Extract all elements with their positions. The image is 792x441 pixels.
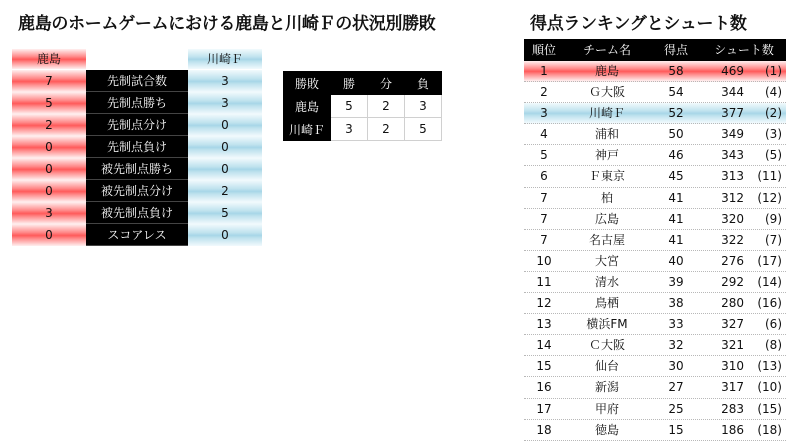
team-cell: 柏 — [600, 190, 613, 205]
wdl-team: 鹿島 — [284, 95, 331, 118]
rank-cell: 3 — [540, 106, 548, 121]
shots-cell — [702, 145, 786, 165]
wdl-header-loss: 負 — [405, 72, 442, 95]
shots-cell — [702, 251, 786, 271]
wdl-draw: 2 — [368, 118, 405, 141]
situation-row — [12, 158, 262, 180]
wdl-win: 3 — [331, 118, 368, 141]
wdl-header-label: 勝敗 — [284, 72, 331, 95]
ranking-row — [524, 188, 786, 209]
kashima-value: 0 — [12, 224, 86, 246]
ranking-row — [524, 399, 786, 420]
situation-row — [12, 136, 262, 158]
rank-cell: 16 — [536, 380, 552, 395]
wdl-header-row — [284, 72, 442, 95]
shots-value: 343 — [721, 148, 744, 163]
shots-cell — [702, 314, 786, 334]
situation-row — [12, 70, 262, 92]
wdl-loss: 5 — [405, 118, 442, 141]
ranking-header-rank: 順位 — [531, 43, 556, 57]
team-cell: 川崎Ｆ — [588, 106, 625, 121]
shots-value: 317 — [721, 380, 744, 395]
shots-rank: (12) — [757, 190, 782, 205]
kawasaki-value: 0 — [188, 158, 262, 180]
situation-row — [12, 180, 262, 202]
shots-value: 292 — [721, 274, 744, 289]
points-cell: 41 — [668, 190, 684, 205]
wdl-header-draw: 分 — [368, 72, 405, 95]
team-cell: 鳥栖 — [594, 296, 619, 311]
shots-cell — [702, 166, 786, 186]
shots-cell — [702, 103, 786, 123]
ranking-header-points: 得点 — [663, 43, 688, 57]
team-cell: 新潟 — [594, 380, 619, 395]
shots-value: 377 — [721, 106, 744, 121]
shots-value: 313 — [721, 169, 744, 184]
rank-cell: 11 — [536, 274, 552, 289]
wdl-win: 5 — [331, 95, 368, 118]
team-cell: 広島 — [594, 211, 619, 226]
right-team-header: 川崎Ｆ — [188, 49, 262, 69]
shots-rank: (9) — [765, 211, 782, 226]
rank-cell: 6 — [540, 169, 548, 184]
shots-rank: (11) — [757, 169, 782, 184]
team-cell: 鹿島 — [594, 64, 619, 78]
shots-cell — [702, 377, 786, 397]
shots-cell — [702, 124, 786, 144]
shots-value: 310 — [721, 359, 744, 374]
kawasaki-value: 2 — [188, 180, 262, 202]
points-cell: 39 — [668, 274, 684, 289]
situation-row — [12, 92, 262, 114]
ranking-title: 得点ランキングとシュート数 — [530, 14, 747, 34]
team-cell: 神戸 — [594, 148, 619, 163]
shots-rank: (3) — [765, 127, 782, 142]
situation-row — [12, 202, 262, 224]
kawasaki-value: 3 — [188, 70, 262, 92]
wdl-row — [284, 95, 442, 118]
team-cell: 浦和 — [594, 127, 619, 142]
ranking-row — [524, 124, 786, 145]
shots-rank: (17) — [757, 253, 782, 268]
ranking-row — [524, 293, 786, 314]
team-cell: 徳島 — [594, 422, 619, 437]
shots-rank: (5) — [765, 148, 782, 163]
situation-label: 被先制点負け — [86, 202, 188, 224]
kawasaki-value: 5 — [188, 202, 262, 224]
team-cell: 甲府 — [594, 401, 619, 416]
rank-cell: 4 — [540, 127, 548, 142]
team-cell: Ｇ大阪 — [588, 85, 625, 100]
team-cell: 大宮 — [594, 253, 619, 268]
shots-rank: (14) — [757, 274, 782, 289]
page-title: 鹿島のホームゲームにおける鹿島と川崎Ｆの状況別勝敗 — [18, 14, 436, 34]
ranking-row — [524, 314, 786, 335]
kashima-value: 5 — [12, 92, 86, 114]
wdl-loss: 3 — [405, 95, 442, 118]
points-cell: 25 — [668, 401, 684, 416]
shots-rank: (18) — [757, 422, 782, 437]
team-cell: Ｆ東京 — [588, 169, 625, 184]
situation-table — [12, 48, 262, 246]
rank-cell: 15 — [536, 359, 552, 374]
team-cell: 清水 — [594, 274, 619, 289]
situation-table-header — [12, 48, 262, 70]
situation-label: 被先制点勝ち — [86, 158, 188, 180]
kashima-value: 7 — [12, 70, 86, 92]
shots-rank: (8) — [765, 338, 782, 353]
ranking-row — [524, 145, 786, 166]
shots-value: 283 — [721, 401, 744, 416]
points-cell: 46 — [668, 148, 684, 163]
kawasaki-value: 0 — [188, 136, 262, 158]
shots-rank: (2) — [765, 106, 782, 121]
rank-cell: 18 — [536, 422, 552, 437]
points-cell: 30 — [668, 359, 684, 374]
team-cell: 横浜FM — [586, 317, 628, 332]
shots-rank: (13) — [757, 359, 782, 374]
rank-cell: 13 — [536, 317, 552, 332]
ranking-row — [524, 82, 786, 103]
ranking-row — [524, 61, 786, 82]
shots-cell — [702, 61, 786, 81]
points-cell: 54 — [668, 85, 684, 100]
shots-value: 349 — [721, 127, 744, 142]
shots-value: 320 — [721, 211, 744, 226]
wdl-team: 川崎Ｆ — [284, 118, 331, 141]
points-cell: 32 — [668, 338, 684, 353]
points-cell: 50 — [668, 127, 684, 142]
situation-label: 先制試合数 — [86, 70, 188, 92]
situation-row — [12, 114, 262, 136]
shots-cell — [702, 188, 786, 208]
shots-value: 344 — [721, 85, 744, 100]
shots-rank: (1) — [765, 64, 782, 78]
win-draw-loss-table — [283, 71, 442, 141]
ranking-row — [524, 230, 786, 251]
points-cell: 41 — [668, 211, 684, 226]
shots-value: 280 — [721, 296, 744, 311]
shots-value: 312 — [721, 190, 744, 205]
shots-rank: (16) — [757, 296, 782, 311]
rank-cell: 7 — [540, 211, 548, 226]
rank-cell: 2 — [540, 85, 548, 100]
shots-rank: (15) — [757, 401, 782, 416]
left-team-header: 鹿島 — [12, 49, 86, 69]
points-cell: 33 — [668, 317, 684, 332]
ranking-row — [524, 251, 786, 272]
rank-cell: 12 — [536, 296, 552, 311]
situation-label: 被先制点分け — [86, 180, 188, 202]
shots-value: 469 — [721, 64, 744, 78]
kawasaki-value: 3 — [188, 92, 262, 114]
kashima-value: 2 — [12, 114, 86, 136]
ranking-body — [524, 61, 786, 441]
rank-cell: 7 — [540, 232, 548, 247]
shots-rank: (6) — [765, 317, 782, 332]
shots-cell — [702, 230, 786, 250]
header-spacer — [86, 48, 188, 70]
points-cell: 27 — [668, 380, 684, 395]
shots-value: 322 — [721, 232, 744, 247]
rank-cell: 10 — [536, 253, 552, 268]
kashima-value: 3 — [12, 202, 86, 224]
shots-value: 276 — [721, 253, 744, 268]
kawasaki-value: 0 — [188, 224, 262, 246]
ranking-row — [524, 335, 786, 356]
rank-cell: 17 — [536, 401, 552, 416]
shots-cell — [702, 293, 786, 313]
points-cell: 38 — [668, 296, 684, 311]
shots-rank: (4) — [765, 85, 782, 100]
wdl-header-win: 勝 — [331, 72, 368, 95]
rank-cell: 7 — [540, 190, 548, 205]
shots-value: 186 — [721, 422, 744, 437]
wdl-draw: 2 — [368, 95, 405, 118]
ranking-header-shots: シュート数 — [714, 43, 774, 57]
ranking-row — [524, 356, 786, 377]
points-cell: 41 — [668, 232, 684, 247]
kashima-value: 0 — [12, 158, 86, 180]
situation-table-body — [12, 70, 262, 246]
ranking-row — [524, 209, 786, 230]
points-cell: 40 — [668, 253, 684, 268]
situation-label: 先制点負け — [86, 136, 188, 158]
ranking-row — [524, 103, 786, 124]
rank-cell: 14 — [536, 338, 552, 353]
shots-cell — [702, 82, 786, 102]
situation-label: 先制点勝ち — [86, 92, 188, 114]
situation-label: 先制点分け — [86, 114, 188, 136]
shots-cell — [702, 335, 786, 355]
shots-rank: (10) — [757, 380, 782, 395]
points-cell: 52 — [668, 106, 684, 121]
situation-label: スコアレス — [86, 224, 188, 246]
points-cell: 15 — [668, 422, 684, 437]
ranking-header-team: チーム名 — [582, 43, 631, 57]
shots-value: 327 — [721, 317, 744, 332]
ranking-row — [524, 420, 786, 441]
points-cell: 45 — [668, 169, 684, 184]
scoring-ranking-table — [524, 39, 786, 441]
kashima-value: 0 — [12, 180, 86, 202]
kashima-value: 0 — [12, 136, 86, 158]
shots-cell — [702, 209, 786, 229]
kawasaki-value: 0 — [188, 114, 262, 136]
points-cell: 58 — [668, 64, 684, 78]
shots-rank: (7) — [765, 232, 782, 247]
rank-cell: 5 — [540, 148, 548, 163]
ranking-row — [524, 166, 786, 187]
rank-cell: 1 — [540, 64, 548, 78]
ranking-row — [524, 377, 786, 398]
shots-cell — [702, 272, 786, 292]
situation-row — [12, 224, 262, 246]
shots-cell — [702, 399, 786, 419]
wdl-row — [284, 118, 442, 141]
team-cell: 仙台 — [594, 359, 619, 374]
team-cell: Ｃ大阪 — [588, 338, 625, 353]
ranking-header-row — [524, 39, 786, 61]
team-cell: 名古屋 — [588, 232, 625, 247]
ranking-row — [524, 272, 786, 293]
shots-cell — [702, 356, 786, 376]
shots-value: 321 — [721, 338, 744, 353]
